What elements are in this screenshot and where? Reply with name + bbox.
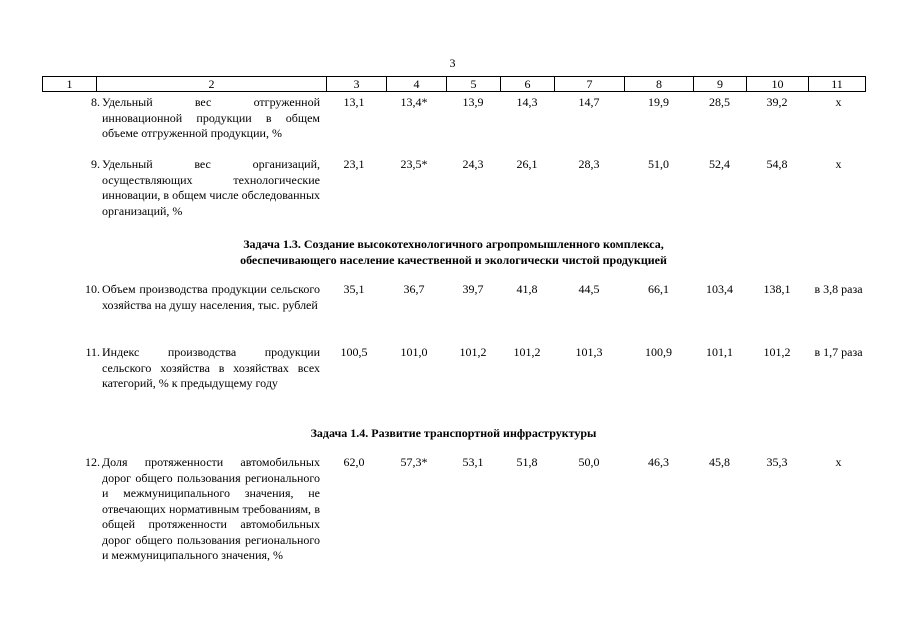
value-col-10: 138,1 <box>763 282 791 296</box>
column-number-8: 8 <box>625 77 694 92</box>
value-col-7: 50,0 <box>578 455 600 469</box>
task-heading-line-1: Задача 1.3. Создание высокотехнологичного агропромышленного комплекса, <box>243 237 664 251</box>
value-col-11: х <box>835 95 842 109</box>
page-number: 3 <box>449 56 456 70</box>
value-col-7: 14,7 <box>578 95 600 109</box>
value-col-6: 51,8 <box>516 455 538 469</box>
table-row <box>42 282 865 332</box>
table-row <box>42 157 865 223</box>
value-col-7: 28,3 <box>578 157 600 171</box>
indicator-name: Индекс производства продукции сельского хозяйства в хозяйствах всех категорий, % к предыдущему году <box>102 345 320 390</box>
value-col-7: 101,3 <box>575 345 603 359</box>
column-number-6: 6 <box>501 77 555 92</box>
column-number-3: 3 <box>327 77 387 92</box>
value-col-8: 51,0 <box>648 157 669 171</box>
task-heading <box>42 236 865 268</box>
value-col-4: 23,5* <box>400 157 428 171</box>
value-col-5: 13,9 <box>462 95 484 109</box>
value-col-3: 13,1 <box>343 95 365 109</box>
indicator-name: Доля протяженности автомобильных дорог общего пользования регионального и межмуниципального значения, не отвечающих нормативным требованиям, в общей протяженности автомобильных дорог общего пользования регионального и межмуниципального значения, % <box>102 455 320 562</box>
value-col-9: 28,5 <box>709 95 730 109</box>
value-col-6: 26,1 <box>516 157 538 171</box>
value-col-3: 62,0 <box>343 455 365 469</box>
value-col-8: 100,9 <box>645 345 672 359</box>
indicator-name: Удельный вес отгруженной инновационной продукции в общем объеме отгруженной продукции, % <box>102 95 320 140</box>
value-col-6: 14,3 <box>516 95 538 109</box>
indicator-name: Объем производства продукции сельского хозяйства на душу населения, тыс. рублей <box>102 282 320 312</box>
value-col-11: в 1,7 раза <box>814 345 863 359</box>
value-col-11: в 3,8 раза <box>814 282 863 296</box>
value-col-8: 46,3 <box>648 455 669 469</box>
column-number-4: 4 <box>387 77 447 92</box>
indicator-name: Удельный вес организаций, осуществляющих технологические инновации, в общем числе обследованных организаций, % <box>102 157 320 218</box>
column-number-10: 10 <box>747 77 809 92</box>
value-col-5: 24,3 <box>462 157 484 171</box>
task-heading-line-2: обеспечивающего население качественной и экологически чистой продукцией <box>240 253 667 267</box>
row-number: 11. <box>85 345 100 359</box>
table-row <box>42 455 865 585</box>
value-col-9: 52,4 <box>709 157 730 171</box>
table-row <box>42 95 865 155</box>
value-col-5: 101,2 <box>459 345 487 359</box>
value-col-9: 45,8 <box>709 455 730 469</box>
column-number-7: 7 <box>555 77 625 92</box>
value-col-5: 53,1 <box>462 455 484 469</box>
row-number: 9. <box>91 157 100 171</box>
value-col-10: 101,2 <box>763 345 791 359</box>
column-number-5: 5 <box>447 77 501 92</box>
row-number: 10. <box>85 282 100 296</box>
column-number-2: 2 <box>97 77 327 92</box>
value-col-10: 39,2 <box>766 95 788 109</box>
value-col-4: 57,3* <box>400 455 428 469</box>
row-number: 8. <box>91 95 100 109</box>
value-col-11: х <box>835 455 842 469</box>
value-col-3: 35,1 <box>343 282 365 296</box>
value-col-9: 103,4 <box>706 282 733 296</box>
column-number-1: 1 <box>43 77 97 92</box>
value-col-4: 13,4* <box>400 95 428 109</box>
column-number-9: 9 <box>694 77 747 92</box>
value-col-5: 39,7 <box>462 282 484 296</box>
value-col-8: 66,1 <box>648 282 669 296</box>
column-number-11: 11 <box>809 77 866 92</box>
value-col-4: 36,7 <box>403 282 425 296</box>
value-col-6: 101,2 <box>513 345 541 359</box>
table-row <box>42 345 865 411</box>
task-heading <box>42 425 865 441</box>
value-col-11: х <box>835 157 842 171</box>
value-col-3: 23,1 <box>343 157 365 171</box>
value-col-4: 101,0 <box>400 345 428 359</box>
value-col-6: 41,8 <box>516 282 538 296</box>
table-header <box>42 76 866 92</box>
value-col-9: 101,1 <box>706 345 733 359</box>
value-col-10: 35,3 <box>766 455 788 469</box>
value-col-7: 44,5 <box>578 282 600 296</box>
value-col-10: 54,8 <box>766 157 788 171</box>
task-heading-line-1: Задача 1.4. Развитие транспортной инфраструктуры <box>310 426 597 440</box>
value-col-3: 100,5 <box>340 345 368 359</box>
row-number: 12. <box>85 455 100 469</box>
value-col-8: 19,9 <box>648 95 669 109</box>
